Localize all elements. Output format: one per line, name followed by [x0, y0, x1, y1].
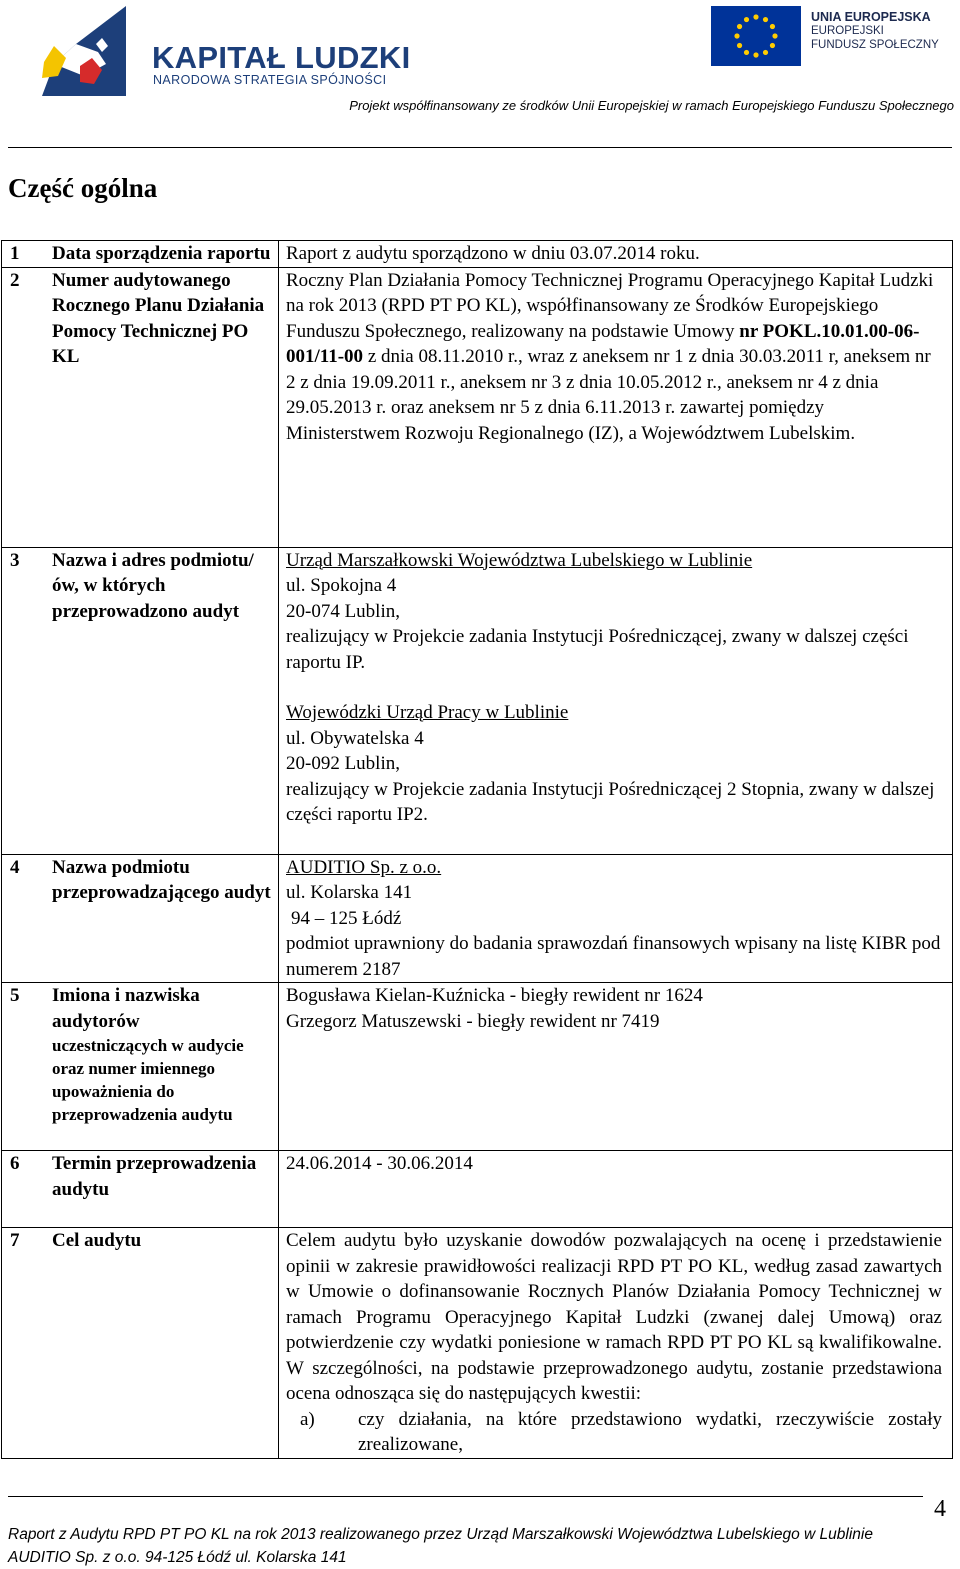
eu-star-icon [737, 24, 742, 29]
footer-divider [8, 1496, 923, 1497]
table-row [2, 267, 953, 547]
logo-title: KAPITAŁ LUDZKI [152, 40, 411, 75]
eu-star-icon [770, 24, 775, 29]
entity-city: 20-092 Lublin, [286, 753, 400, 774]
row-number: 1 [10, 243, 20, 264]
table-row [2, 241, 953, 268]
eu-star-icon [744, 50, 749, 55]
row-value: Raport z audytu sporządzono w dniu 03.07.2014 roku. [286, 243, 700, 264]
entity-name: Urząd Marszałkowski Województwa Lubelskiego w Lublinie [286, 549, 753, 571]
page-number: 4 [934, 1496, 946, 1522]
agreement-number: nr POKL.10.01.00-06-001/11-00 [286, 320, 920, 367]
row-number: 2 [10, 269, 20, 291]
table-row [2, 854, 953, 983]
entity-name: Wojewódzki Urząd Pracy w Lublinie [286, 702, 569, 723]
table-row [2, 1228, 953, 1459]
table-row [2, 547, 953, 854]
entity-city: 20-074 Lublin, [286, 600, 400, 622]
eu-star-icon [763, 17, 768, 22]
page-header [0, 0, 960, 150]
row-number: 3 [10, 549, 20, 571]
eu-star-icon [770, 43, 775, 48]
row-value [286, 268, 942, 447]
kapital-ludzki-logo-icon [36, 4, 136, 96]
row-label: Nazwa i adres podmiotu/ów, w których przeprowadzono audyt [52, 549, 254, 622]
entity-street: ul. Spokojna 4 [286, 575, 397, 596]
row-number: 4 [10, 856, 20, 878]
list-marker: a) [300, 1408, 315, 1430]
auditor-2: Grzegorz Matuszewski - biegły rewident nr 7419 [286, 1010, 660, 1032]
eu-line-2: EUROPEJSKI [811, 25, 884, 37]
page-footer [8, 1523, 873, 1569]
table-row [2, 1151, 953, 1228]
auditor-company-street: ul. Kolarska 141 [286, 882, 413, 903]
auditor-1: Bogusława Kielan-Kuźnicka - biegły rewident nr 1624 [286, 985, 703, 1006]
row-label: Data sporządzenia raportu [52, 243, 271, 264]
logo-subtitle: NARODOWA STRATEGIA SPÓJNOŚCI [153, 73, 387, 87]
eu-star-icon [737, 43, 742, 48]
auditor-company-name: AUDITIO Sp. z o.o. [286, 856, 442, 878]
eu-logo-text [811, 10, 939, 52]
footer-line-2: AUDITIO Sp. z o.o. 94-125 Łódź ul. Kolarska 141 [8, 1549, 347, 1566]
audited-entity-1 [286, 548, 942, 676]
eu-flag-icon [711, 6, 801, 66]
row-label-detail: uczestniczących w audycie oraz numer imiennego upoważnienia do przeprowadzenia audytu [52, 1036, 244, 1124]
entity-street: ul. Obywatelska 4 [286, 727, 424, 749]
audited-entity-2 [286, 700, 942, 828]
row-value: Celem audytu było uzyskanie dowodów pozwalających na ocenę i przedstawienie opinii w zakresie prawidłowości realizacji RPD PT PO KL, według zasad zawartych w Umowie o dofinansowanie Rocznych Planów Działania Pomocy Technicznej w ramach Programu Operacyjnego Kapitał Ludzki (zwanej dalej Umową) oraz potwierdzenie czy wydatki poniesione w ramach RPD PT PO KL są kwalifikowalne. W szczególności, na podstawie przeprowadzonego audytu, zostanie przedstawiona ocena odnosząca się do następujących kwestii: [286, 1230, 942, 1404]
row-label: Termin przeprowadzenia audytu [52, 1153, 257, 1200]
row-value: 24.06.2014 - 30.06.2014 [286, 1153, 473, 1174]
eu-star-icon [744, 17, 749, 22]
agreement-text: Roczny Plan Działania Pomocy Technicznej Programu Operacyjnego Kapitał Ludzki na rok 2013 (RPD PT PO KL), współfinansowany ze Środków Europejskiego Funduszu Społecznego, realizowany na podstawie Umowy [286, 269, 934, 342]
row-label: Cel audytu [52, 1230, 142, 1251]
eu-star-icon [763, 50, 768, 55]
list-item [286, 1407, 942, 1458]
entity-role: realizujący w Projekcie zadania Instytucji Pośredniczącej 2 Stopnia, zwany w dalszej części raportu IP2. [286, 778, 935, 825]
eu-line-3: FUNDUSZ SPOŁECZNY [811, 39, 939, 51]
row-number: 5 [10, 985, 20, 1006]
table-row [2, 983, 953, 1151]
row-number: 6 [10, 1153, 20, 1174]
auditor-company-note: podmiot uprawniony do badania sprawozdań finansowych wpisany na listę KIBR pod numerem 2187 [286, 933, 941, 980]
entity-role: realizujący w Projekcie zadania Instytucji Pośredniczącej, zwany w dalszej części raportu IP. [286, 626, 909, 673]
eu-line-1: UNIA EUROPEJSKA [811, 10, 931, 24]
eu-star-icon [734, 33, 739, 38]
section-title: Część ogólna [8, 173, 158, 203]
row-number: 7 [10, 1230, 20, 1251]
eu-star-icon [772, 33, 777, 38]
agreement-text-cont: z dnia 08.11.2010 r., wraz z aneksem nr 1 z dnia 30.03.2011 r, aneksem nr 2 z dnia 19.09.2011 r., aneksem nr 3 z dnia 10.05.2012 r., aneksem nr 4 z dnia 29.05.2013 r. oraz aneksem nr 5 z dnia 6.11.2013 r. zawartej pomiędzy Ministerstwem Rozwoju Regionalnego (IZ), a Województwem Lubelskim. [286, 346, 931, 444]
auditor-company-city: 94 – 125 Łódź [291, 907, 402, 929]
cofinance-note: Projekt współfinansowany ze środków Unii Europejskiej w ramach Europejskiego Funduszu Społecznego [349, 98, 954, 113]
row-label: Numer audytowanego Rocznego Planu Działania Pomocy Technicznej PO KL [52, 269, 265, 367]
eu-star-icon [753, 14, 758, 19]
header-divider [8, 147, 952, 148]
row-label: Nazwa podmiotu przeprowadzającego audyt [52, 856, 271, 903]
row-label: Imiona i nazwiska audytorów [52, 985, 200, 1032]
general-info-table [1, 240, 953, 1459]
eu-star-icon [753, 52, 758, 57]
footer-line-1: Raport z Audytu RPD PT PO KL na rok 2013 realizowanego przez Urząd Marszałkowski Województwa Lubelskiego w Lublinie [8, 1526, 873, 1543]
list-item-text: czy działania, na które przedstawiono wydatki, rzeczywiście zostały zrealizowane, [358, 1408, 942, 1455]
